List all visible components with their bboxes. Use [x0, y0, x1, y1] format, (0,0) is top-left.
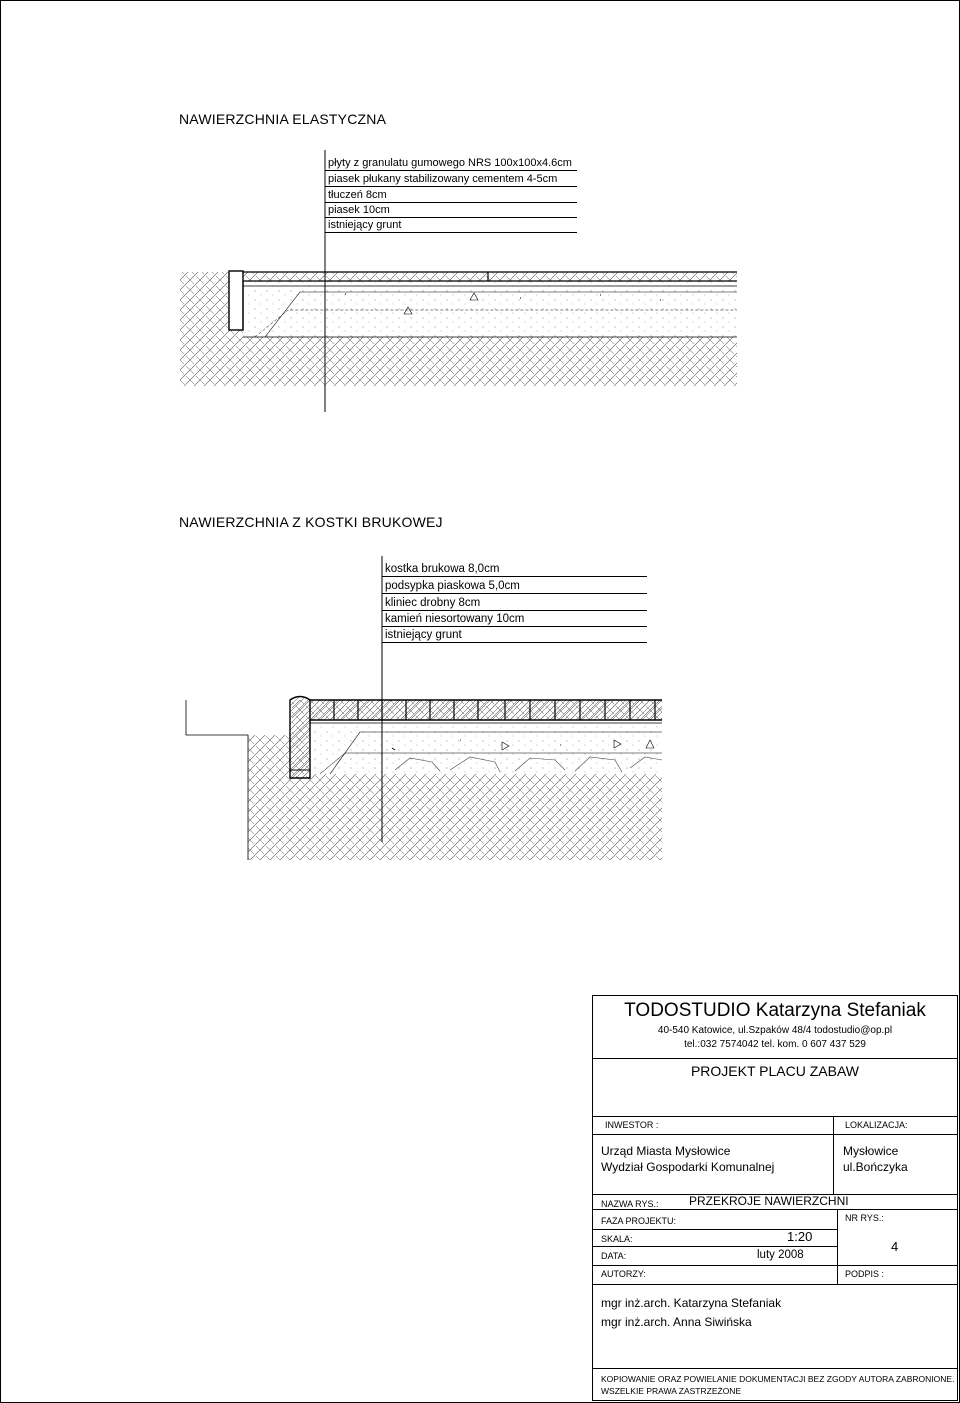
signature-label: PODPIS : — [845, 1269, 885, 1279]
drawing-name: PRZEKROJE NAWIERZCHNI — [689, 1194, 849, 1208]
company-phone: tel.:032 7574042 tel. kom. 0 607 437 529 — [684, 1039, 866, 1050]
scale-label: SKALA: — [601, 1234, 633, 1244]
project-name: PROJEKT PLACU ZABAW — [690, 1063, 860, 1079]
copyright-line-2: WSZELKIE PRAWA ZASTRZEŻONE — [601, 1386, 742, 1396]
date-label: DATA: — [601, 1251, 627, 1261]
investor-line-1: Urząd Miasta Mysłowice — [601, 1144, 731, 1158]
section1-cross-section — [180, 150, 737, 412]
section2-paving-blocks — [310, 700, 662, 720]
section1-layer-2: piasek płukany stabilizowany cementem 4-5cm — [325, 172, 577, 187]
section1-layer-5: istniejący grunt — [325, 218, 577, 233]
location-line-2: ul.Bończyka — [843, 1160, 908, 1174]
author-1: mgr inż.arch. Katarzyna Stefaniak — [601, 1296, 782, 1310]
section1-layer-1: płyty z granulatu gumowego NRS 100x100x4.6cm — [325, 156, 577, 171]
scale-value: 1:20 — [787, 1229, 813, 1244]
section1-layer-4: piasek 10cm — [325, 203, 577, 218]
investor-label: INWESTOR : — [605, 1120, 659, 1130]
section2-title: NAWIERZCHNIA Z KOSTKI BRUKOWEJ — [179, 514, 443, 530]
phase-label: FAZA PROJEKTU: — [601, 1216, 677, 1226]
section2-layer-3: kliniec drobny 8cm — [382, 596, 647, 611]
section2-layer-1: kostka brukowa 8,0cm — [382, 562, 647, 577]
copyright-line-1: KOPIOWANIE ORAZ POWIELANIE DOKUMENTACJI BEZ ZGODY AUTORA ZABRONIONE. — [601, 1374, 955, 1384]
title-block — [592, 995, 958, 1401]
location-label: LOKALIZACJA: — [845, 1120, 908, 1130]
drawing-name-label: NAZWA RYS.: — [601, 1199, 659, 1209]
section1-layer-3: tłuczeń 8cm — [325, 188, 577, 203]
location-line-1: Mysłowice — [843, 1144, 899, 1158]
section1-curb — [229, 271, 243, 330]
section2-cross-section — [186, 556, 662, 860]
section2-layer-4: kamień niesortowany 10cm — [382, 612, 647, 627]
authors-label: AUTORZY: — [601, 1269, 646, 1279]
section2-layer-5: istniejący grunt — [382, 628, 647, 643]
drawing-number-label: NR RYS.: — [845, 1213, 884, 1223]
company-name: TODOSTUDIO Katarzyna Stefaniak — [624, 1000, 926, 1021]
section2-layer-2: podsypka piaskowa 5,0cm — [382, 579, 647, 594]
section2-curb — [290, 697, 310, 779]
drawing-number: 4 — [891, 1239, 899, 1254]
date-value: luty 2008 — [757, 1249, 804, 1261]
section1-title: NAWIERZCHNIA ELASTYCZNA — [179, 111, 387, 127]
investor-line-2: Wydział Gospodarki Komunalnej — [601, 1160, 775, 1174]
company-address: 40-540 Katowice, ul.Szpaków 48/4 todostudio@op.pl — [657, 1025, 893, 1036]
author-2: mgr inż.arch. Anna Siwińska — [601, 1315, 752, 1329]
